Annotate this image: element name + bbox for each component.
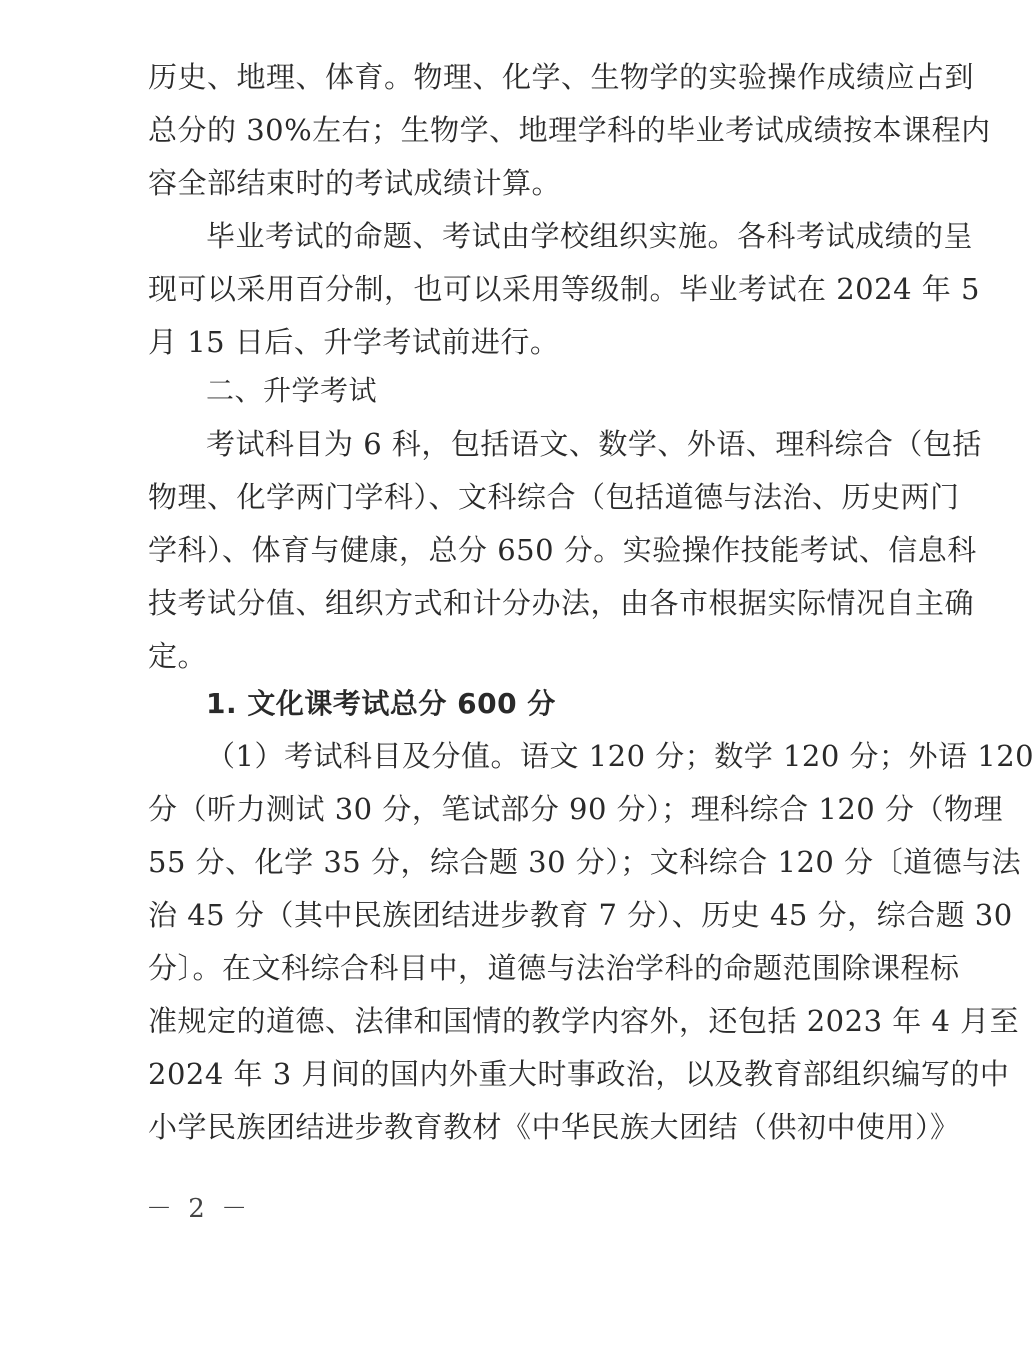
paragraph-1-line-3: 容全部结束时的考试成绩计算。 — [148, 166, 562, 200]
paragraph-2-line-2: 现可以采用百分制，也可以采用等级制。毕业考试在 2024 年 5 — [148, 272, 980, 306]
subsection-heading: 1. 文化课考试总分 600 分 — [206, 687, 556, 720]
paragraph-4-line-5: 分〕。在文科综合科目中，道德与法治学科的命题范围除课程标 — [148, 951, 960, 985]
paragraph-3-line-4: 技考试分值、组织方式和计分办法，由各市根据实际情况自主确 — [148, 586, 975, 620]
paragraph-4-line-6: 准规定的道德、法律和国情的教学内容外，还包括 2023 年 4 月至 — [148, 1004, 1020, 1038]
paragraph-3-line-2: 物理、化学两门学科）、文科综合（包括道德与法治、历史两门 — [148, 480, 960, 514]
section-heading: 二、升学考试 — [206, 374, 378, 407]
paragraph-3-line-1: 考试科目为 6 科，包括语文、数学、外语、理科综合（包括 — [206, 427, 982, 461]
paragraph-4-line-2: 分（听力测试 30 分，笔试部分 90 分）；理科综合 120 分（物理 — [148, 792, 1003, 826]
paragraph-1-line-2: 总分的 30%左右；生物学、地理学科的毕业考试成绩按本课程内 — [148, 113, 991, 147]
paragraph-2-line-3: 月 15 日后、升学考试前进行。 — [148, 325, 560, 359]
paragraph-4-line-1: （1）考试科目及分值。语文 120 分；数学 120 分；外语 120 — [206, 739, 1035, 773]
paragraph-4-line-7: 2024 年 3 月间的国内外重大时事政治，以及教育部组织编写的中 — [148, 1057, 1010, 1091]
paragraph-1-line-1: 历史、地理、体育。物理、化学、生物学的实验操作成绩应占到 — [148, 60, 975, 94]
paragraph-4-line-4: 治 45 分（其中民族团结进步教育 7 分）、历史 45 分，综合题 30 — [148, 898, 1013, 932]
paragraph-3-line-3: 学科）、体育与健康，总分 650 分。实验操作技能考试、信息科 — [148, 533, 977, 567]
paragraph-4-line-3: 55 分、化学 35 分，综合题 30 分）；文科综合 120 分〔道德与法 — [148, 845, 1022, 879]
page-number: － 2 － — [146, 1194, 252, 1224]
paragraph-2-line-1: 毕业考试的命题、考试由学校组织实施。各科考试成绩的呈 — [206, 219, 974, 253]
paragraph-4-line-8: 小学民族团结进步教育教材《中华民族大团结（供初中使用）》 — [148, 1110, 960, 1144]
paragraph-3-line-5: 定。 — [148, 639, 208, 673]
